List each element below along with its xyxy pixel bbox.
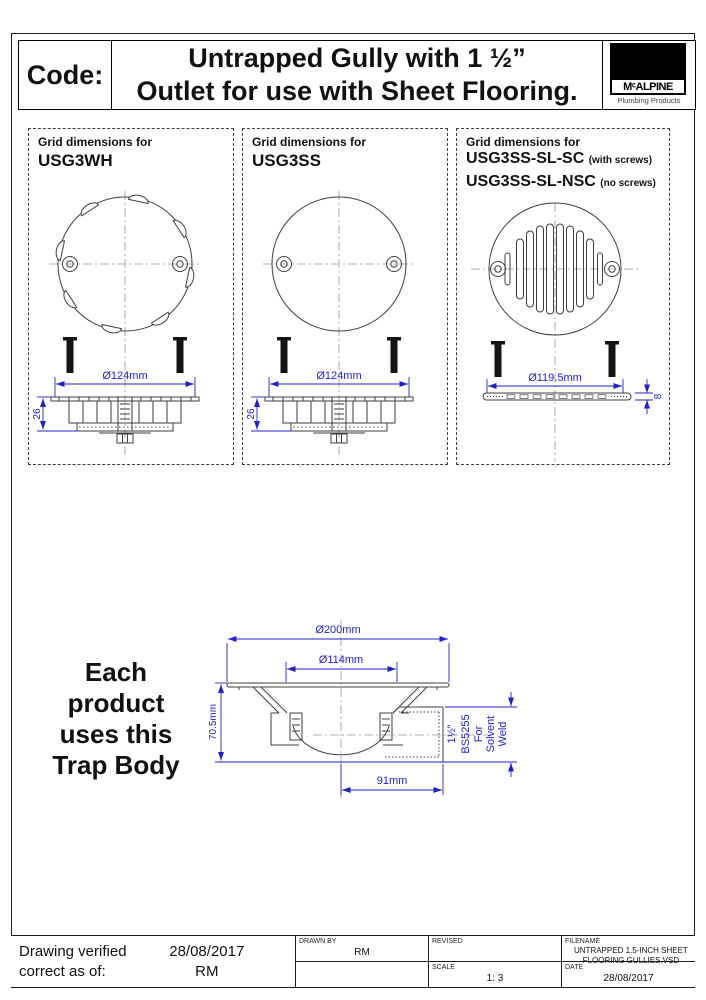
date-value: 28/08/2017 (603, 973, 654, 984)
filename-label: FILENAME (565, 938, 601, 945)
date-label: DATE (565, 964, 584, 971)
panel-heading: Grid dimensions for (38, 135, 153, 149)
outer-diameter-dimension (227, 624, 449, 682)
centerlines (471, 203, 639, 461)
grille-slots (505, 224, 603, 314)
panel-usg3ss (242, 128, 448, 465)
logo-brand-text: MᶜALPINE (612, 80, 684, 93)
verified-values (127, 942, 287, 982)
drawn-by-value: RM (354, 947, 370, 958)
revised-scale-cell (428, 936, 561, 987)
drawn-by-label: DRAWN BY (299, 938, 337, 945)
svg-text:Weld: Weld (497, 721, 509, 747)
svg-text:26: 26 (246, 408, 257, 420)
verified-initials: RM (195, 962, 219, 980)
header (18, 40, 696, 110)
svg-text:70.5mm: 70.5mm (208, 703, 219, 741)
brand-logo (602, 41, 695, 109)
svg-text:1½”: 1½” (446, 724, 458, 744)
outlet-pipe (381, 707, 443, 762)
panel-heading: Grid dimensions for (252, 135, 367, 149)
trap-body-section (227, 683, 449, 762)
filename-value: UNTRAPPED 1.5-INCH SHEET FLOORING GULLIES.VSD (574, 946, 688, 965)
drawn-by-cell (295, 936, 428, 987)
verified-cell (11, 936, 295, 987)
product-code: USG3WH (38, 151, 113, 170)
code-note: (no screws) (600, 178, 656, 189)
thickness-dimension (32, 397, 77, 431)
revised-label: REVISED (432, 938, 463, 945)
svg-text:Ø114mm: Ø114mm (318, 654, 364, 666)
svg-text:Ø124mm: Ø124mm (316, 370, 362, 382)
outlet-length-dimension (341, 764, 443, 795)
scale-value: 1: 3 (486, 973, 504, 984)
empty-cell (296, 961, 428, 987)
svg-text:8: 8 (653, 393, 664, 400)
page-title-line2: Outlet for use with Sheet Flooring. (136, 76, 578, 106)
logo-square (610, 43, 686, 95)
svg-text:91mm: 91mm (376, 775, 408, 787)
page-title (112, 41, 602, 109)
trap-body-drawing (195, 612, 525, 812)
product-code: USG3SS (252, 151, 321, 170)
thickness-dimension (635, 379, 664, 414)
panel-usg3ss-sl (456, 128, 670, 465)
panel-heading: Grid dimensions for (466, 135, 581, 149)
verified-label: Drawing verified correct as of: (19, 942, 127, 980)
scale-label: SCALE (432, 964, 455, 971)
svg-text:For: For (473, 725, 485, 743)
trap-body-caption: Each product uses this Trap Body (52, 657, 180, 780)
plate-slot-marks (507, 395, 606, 399)
svg-text:Ø119.5mm: Ø119.5mm (528, 372, 582, 384)
verified-date: 28/08/2017 (169, 942, 245, 960)
title-block (11, 935, 695, 987)
plate-section-view (483, 393, 631, 400)
svg-text:Solvent: Solvent (485, 715, 497, 753)
panel-usg3wh (28, 128, 234, 465)
outlet-spec-dimension (445, 692, 517, 777)
svg-text:26: 26 (32, 408, 43, 420)
logo-tagline: Plumbing Products (617, 96, 681, 105)
svg-text:Ø200mm: Ø200mm (315, 624, 361, 636)
code-note: (with screws) (588, 155, 653, 166)
usg3wh-drawing (29, 187, 233, 464)
centerlines (313, 620, 495, 798)
usg3ss-drawing (243, 187, 447, 464)
code-label: Code: (19, 41, 112, 109)
svg-text:BS5255: BS5255 (460, 714, 472, 754)
inner-diameter-dimension (286, 654, 397, 682)
svg-text:Ø124mm: Ø124mm (102, 370, 148, 382)
product-code-nsc: USG3SS-SL-NSC (no screws) (466, 173, 656, 190)
product-code-sc: USG3SS-SL-SC (with screws) (466, 150, 653, 167)
thickness-dimension (246, 397, 291, 431)
page-title-line1: Untrapped Gully with 1 ½” (188, 43, 526, 73)
diameter-dimension (487, 372, 623, 393)
filename-date-cell (561, 936, 695, 987)
usg3ss-sl-drawing (457, 201, 667, 464)
outlet-spec-text (446, 714, 509, 753)
